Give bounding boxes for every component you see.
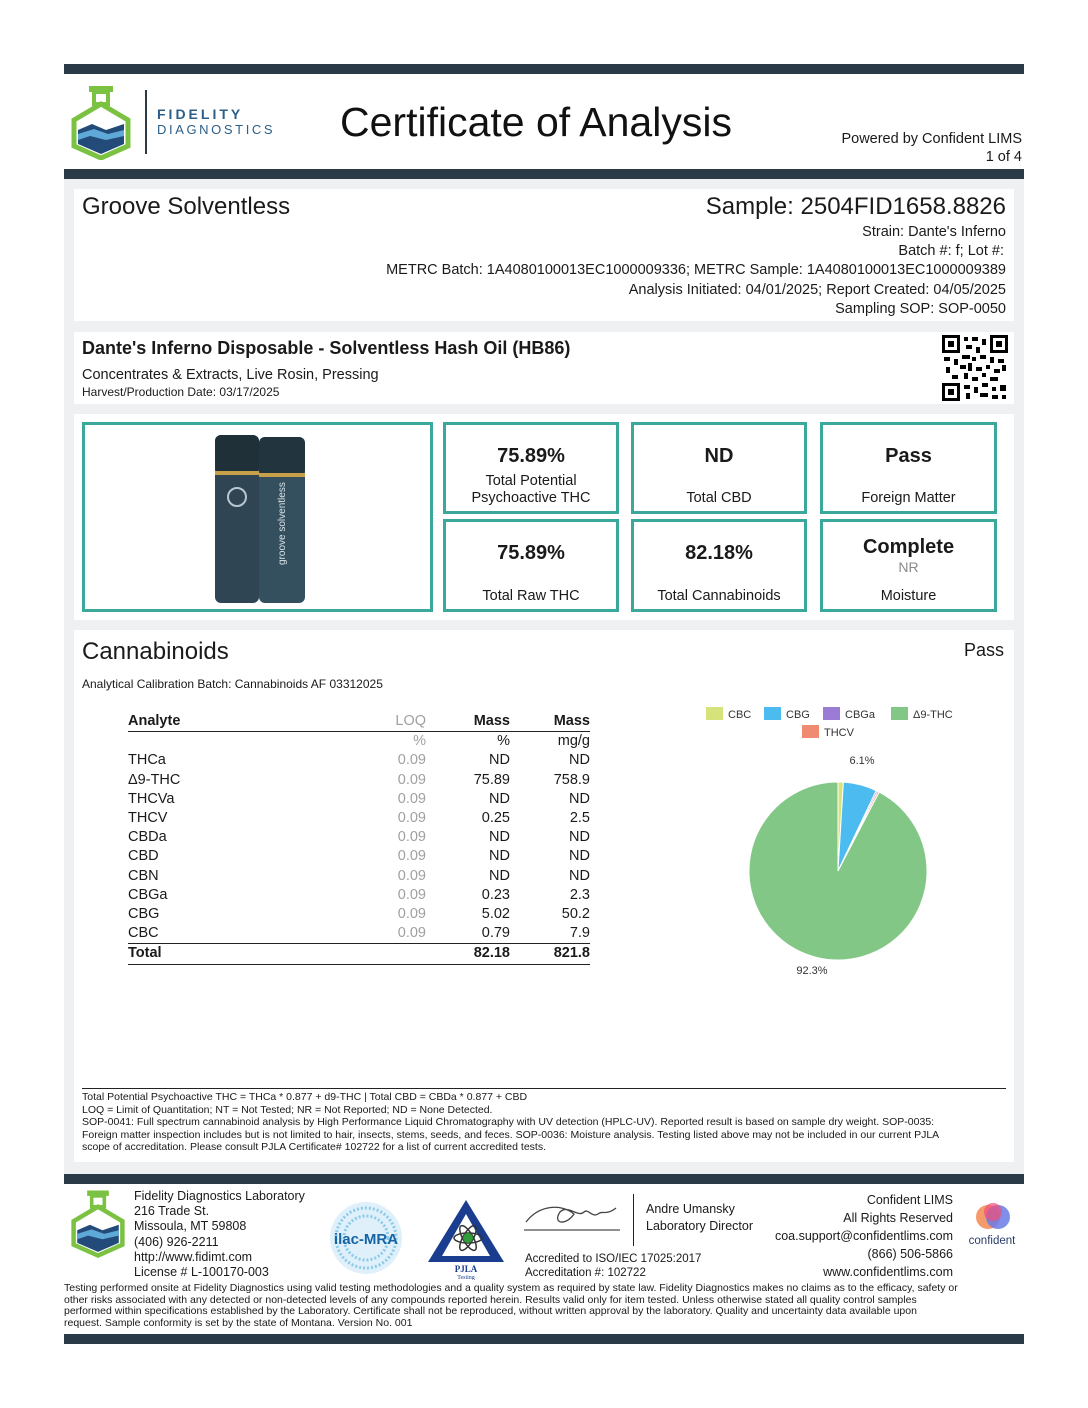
summary-raw-thc-label: Total Raw THC xyxy=(482,588,580,604)
mass-pct: ND xyxy=(489,848,510,865)
harvest-date: Harvest/Production Date: 03/17/2025 xyxy=(82,385,280,399)
signature-divider xyxy=(633,1194,634,1246)
confident-logo-icon xyxy=(962,1200,1024,1250)
pjla-logo-icon xyxy=(424,1198,508,1280)
table-row xyxy=(128,790,590,809)
mass-mg: ND xyxy=(569,848,590,865)
lab-phone: (406) 926-2211 xyxy=(134,1234,219,1249)
lab-address xyxy=(134,1189,305,1280)
col-analyte: Analyte xyxy=(128,712,328,732)
lims-name: Confident LIMS xyxy=(866,1193,953,1207)
accreditation-block xyxy=(525,1252,701,1280)
cannabinoids-table xyxy=(128,712,590,965)
sample-id: Sample: 2504FID1658.8826 xyxy=(705,193,1006,220)
sampling-sop: Sampling SOP: SOP-0050 xyxy=(835,301,1006,317)
analyte: CBD xyxy=(128,848,159,865)
powered-by: Powered by Confident LIMS xyxy=(841,131,1022,147)
product-name: Dante's Inferno Disposable - Solventless Hash Oil (HB86) xyxy=(82,338,571,358)
summary-total-thc-value: 75.89% xyxy=(497,445,565,467)
disclaimer-line2: other risks associated with any detected or non-detected levels of any compounds reported herein. Results valid only for item tested. Unless otherwise stated all quality control samples xyxy=(64,1293,917,1306)
lab-street: 216 Trade St. xyxy=(134,1204,210,1219)
unit-mass-pct: % xyxy=(497,733,510,750)
legend-swatch-cbg xyxy=(764,707,781,720)
summary-total-cbd xyxy=(631,422,807,514)
accreditation-number: Accreditation #: 102722 xyxy=(525,1267,646,1279)
summary-foreign-matter xyxy=(820,422,997,514)
director-signature xyxy=(522,1196,622,1236)
table-header xyxy=(128,712,590,732)
disclaimer xyxy=(64,1283,1026,1330)
sample-info-card xyxy=(74,189,1014,321)
disclaimer-line3: performed within specifications established by the Laboratory. Certificate shall not be reproduced, without written approval by the laboratory. Quality and uncertainty data available upon xyxy=(64,1305,917,1318)
unit-analyte xyxy=(128,732,328,752)
footer-flask-logo-icon xyxy=(70,1188,126,1258)
mass-pct: 0.25 xyxy=(481,810,510,827)
unit-mass-mg: mg/g xyxy=(557,733,590,750)
ilac-text: ilac-MRA xyxy=(333,1231,399,1248)
device-label: groove solventless xyxy=(277,482,288,565)
mass-mg: 2.5 xyxy=(569,810,590,827)
table-row xyxy=(128,847,590,866)
confident-logo-text: confident xyxy=(968,1235,1016,1247)
col-mass-pct: Mass xyxy=(426,712,510,732)
mass-pct: 0.23 xyxy=(481,886,510,903)
ilac-mra-logo-icon xyxy=(328,1200,404,1276)
qr-code-icon[interactable] xyxy=(942,335,1008,401)
legend-label-thcv: THCV xyxy=(824,727,854,739)
loq: 0.09 xyxy=(397,886,426,903)
summary-moisture-sub: NR xyxy=(898,559,919,575)
mass-pct: ND xyxy=(489,752,510,769)
total-loq xyxy=(328,944,426,964)
product-image-tile xyxy=(82,422,433,612)
lab-website[interactable]: http://www.fidimt.com xyxy=(134,1249,253,1264)
slice-label-d9thc: 92.3% xyxy=(796,965,828,977)
summary-total-cannabinoids-label: Total Cannabinoids xyxy=(657,588,781,604)
summary-raw-thc-value: 75.89% xyxy=(497,542,565,564)
summary-moisture xyxy=(820,519,997,612)
product-card xyxy=(74,332,1014,404)
pjla-text: PJLA xyxy=(454,1264,478,1274)
loq: 0.09 xyxy=(397,752,426,769)
lab-city: Missoula, MT 59808 xyxy=(134,1219,247,1234)
calibration-batch: Analytical Calibration Batch: Cannabinoids AF 03312025 xyxy=(82,677,383,691)
summary-total-cannabinoids-value: 82.18% xyxy=(685,542,753,564)
mass-mg: 758.9 xyxy=(553,771,590,788)
legend-label-d9thc: Δ9-THC xyxy=(913,709,953,721)
mass-mg: ND xyxy=(569,752,590,769)
summary-moisture-label: Moisture xyxy=(880,588,937,604)
legend-item-cbc xyxy=(706,707,751,721)
table-row xyxy=(128,886,590,905)
mass-mg: 50.2 xyxy=(561,906,590,923)
mass-mg: 2.3 xyxy=(569,886,590,903)
summary-total-cannabinoids xyxy=(631,519,807,612)
mass-mg: 7.9 xyxy=(569,925,590,942)
legend-swatch-d9thc xyxy=(891,707,908,720)
cannabinoids-result: Pass xyxy=(963,640,1004,660)
analyte: THCVa xyxy=(128,790,175,807)
batch-lot: Batch #: f; Lot #: xyxy=(898,243,1004,259)
analyte: THCV xyxy=(128,810,168,827)
legend-item-thcv xyxy=(802,725,854,739)
mass-pct: ND xyxy=(489,829,510,846)
lims-rights: All Rights Reserved xyxy=(843,1211,953,1225)
product-category: Concentrates & Extracts, Live Rosin, Pressing xyxy=(82,367,379,383)
table-row xyxy=(128,751,590,770)
loq: 0.09 xyxy=(397,925,426,942)
page-number: 1 of 4 xyxy=(985,149,1022,165)
top-bar xyxy=(64,64,1024,74)
analyte: CBGa xyxy=(128,886,168,903)
summary-foreign-matter-label: Foreign Matter xyxy=(861,490,956,506)
col-loq: LOQ xyxy=(328,712,426,732)
footer-top-bar xyxy=(64,1174,1024,1184)
table-row xyxy=(128,809,590,828)
slice-label-cbg: 6.1% xyxy=(849,755,875,767)
mass-pct: ND xyxy=(489,867,510,884)
summary-total-thc xyxy=(443,422,619,514)
metrc-ids: METRC Batch: 1A4080100013EC1000009336; METRC Sample: 1A4080100013EC1000009389 xyxy=(386,262,1006,278)
disclaimer-line1: Testing performed onsite at Fidelity Diagnostics using valid testing methodologies and a quality system as required by state law. Fidelity Diagnostics makes no claims as to the efficacy, safety or xyxy=(64,1282,958,1294)
brand-line2: DIAGNOSTICS xyxy=(157,122,276,137)
lims-contact xyxy=(775,1191,953,1281)
col-mass-mg: Mass xyxy=(510,712,590,732)
analysis-dates: Analysis Initiated: 04/01/2025; Report Created: 04/05/2025 xyxy=(628,282,1006,298)
logo-divider xyxy=(145,90,147,154)
analyte: CBG xyxy=(128,906,160,923)
signer-block xyxy=(646,1201,753,1235)
notes-block xyxy=(82,1091,1006,1154)
accreditation-standard: Accredited to ISO/IEC 17025:2017 xyxy=(525,1253,702,1265)
lims-phone: (866) 506-5866 xyxy=(867,1247,953,1261)
page-title: Certificate of Analysis xyxy=(340,99,732,145)
loq: 0.09 xyxy=(397,810,426,827)
legend-label-cbga: CBGa xyxy=(845,709,875,721)
mass-mg: ND xyxy=(569,867,590,884)
loq: 0.09 xyxy=(397,771,426,788)
bottom-bar xyxy=(64,1334,1024,1344)
loq: 0.09 xyxy=(397,867,426,884)
mass-pct: 75.89 xyxy=(473,771,510,788)
legend-label-cbg: CBG xyxy=(786,709,810,721)
loq: 0.09 xyxy=(397,848,426,865)
summary-total-cbd-label: Total CBD xyxy=(686,490,752,506)
lab-name: Fidelity Diagnostics Laboratory xyxy=(134,1189,305,1203)
summary-foreign-matter-value: Pass xyxy=(885,445,932,467)
legend-swatch-cbc xyxy=(706,707,723,720)
header-bottom-bar xyxy=(64,169,1024,179)
mass-pct: 0.79 xyxy=(481,925,510,942)
legend-item-d9thc xyxy=(891,707,953,721)
brand-line1: FIDELITY xyxy=(157,106,244,122)
disclaimer-line4: request. Sample conformity is set by the state of Montana. Version No. 001 xyxy=(64,1317,413,1330)
mass-mg: ND xyxy=(569,829,590,846)
legend-label-cbc: CBC xyxy=(728,709,752,721)
table-row xyxy=(128,771,590,790)
analyte: CBN xyxy=(128,867,159,884)
cannabinoids-heading: Cannabinoids xyxy=(82,638,229,665)
total-mass-pct: 82.18 xyxy=(426,944,510,964)
pie-slice-9thc xyxy=(749,782,927,960)
strain: Strain: Dante's Inferno xyxy=(862,224,1006,240)
unit-loq: % xyxy=(413,733,426,750)
notes-formula: Total Potential Psychoactive THC = THCa * 0.877 + d9-THC | Total CBD = CBDa * 0.877 + CBD xyxy=(82,1091,528,1103)
notes-divider xyxy=(82,1088,1006,1089)
analyte: Δ9-THC xyxy=(128,771,181,788)
product-photo xyxy=(85,425,430,609)
lab-license: License # L-100170-003 xyxy=(134,1265,269,1280)
table-total-row xyxy=(128,944,590,964)
notes-sop-line2: Foreign matter inspection includes but is not limited to hair, insects, stems, seeds, and feces. SOP-0036: Moisture analysis. Testing listed above may not be included in our current PJLA xyxy=(82,1128,940,1141)
pjla-sub-text: Testing xyxy=(457,1275,475,1280)
total-label: Total xyxy=(128,944,328,964)
lims-website[interactable]: www.confidentlims.com xyxy=(823,1265,953,1279)
loq: 0.09 xyxy=(397,790,426,807)
mass-pct: 5.02 xyxy=(481,906,510,923)
flask-logo-icon xyxy=(70,84,132,160)
cannabinoid-pie-chart xyxy=(714,745,964,990)
analyte: CBDa xyxy=(128,829,167,846)
summary-raw-thc xyxy=(443,519,619,612)
notes-abbreviations: LOQ = Limit of Quantitation; NT = Not Tested; NR = Not Reported; ND = None Detected. xyxy=(82,1103,493,1116)
cannabinoids-card xyxy=(74,630,1014,1162)
table-row xyxy=(128,905,590,924)
table-row xyxy=(128,828,590,847)
legend-item-cbga xyxy=(823,707,875,721)
summary-total-thc-label1: Total Potential xyxy=(485,473,577,489)
notes-sop-line1: SOP-0041: Full spectrum cannabinoid analysis by High Performance Liquid Chromatography with UV detection (HPLC-UV). Reported result is based on sample dry weight. SOP-0035: xyxy=(82,1116,935,1128)
signer-title: Laboratory Director xyxy=(646,1219,753,1233)
total-mass-mg: 821.8 xyxy=(510,944,590,964)
analyte: THCa xyxy=(128,752,166,769)
mass-mg: ND xyxy=(569,790,590,807)
table-row xyxy=(128,867,590,886)
summary-total-cbd-value: ND xyxy=(704,445,734,467)
lims-email[interactable]: coa.support@confidentlims.com xyxy=(774,1229,953,1243)
table-units-row xyxy=(128,732,590,752)
notes-sop-line3: scope of accreditation. Please consult PJLA Certificate# 102722 for a list of current accredited tests. xyxy=(82,1141,546,1153)
legend-item-cbg xyxy=(764,707,810,721)
loq: 0.09 xyxy=(397,906,426,923)
mass-pct: ND xyxy=(489,790,510,807)
analyte: CBC xyxy=(128,925,159,942)
legend-swatch-thcv xyxy=(802,725,819,738)
legend-swatch-cbga xyxy=(823,707,840,720)
summary-moisture-value: Complete xyxy=(862,536,955,558)
signer-name: Andre Umansky xyxy=(646,1202,735,1216)
summary-total-thc-label2: Psychoactive THC xyxy=(471,490,591,506)
client-name: Groove Solventless xyxy=(82,193,291,220)
loq: 0.09 xyxy=(397,829,426,846)
table-row xyxy=(128,924,590,944)
